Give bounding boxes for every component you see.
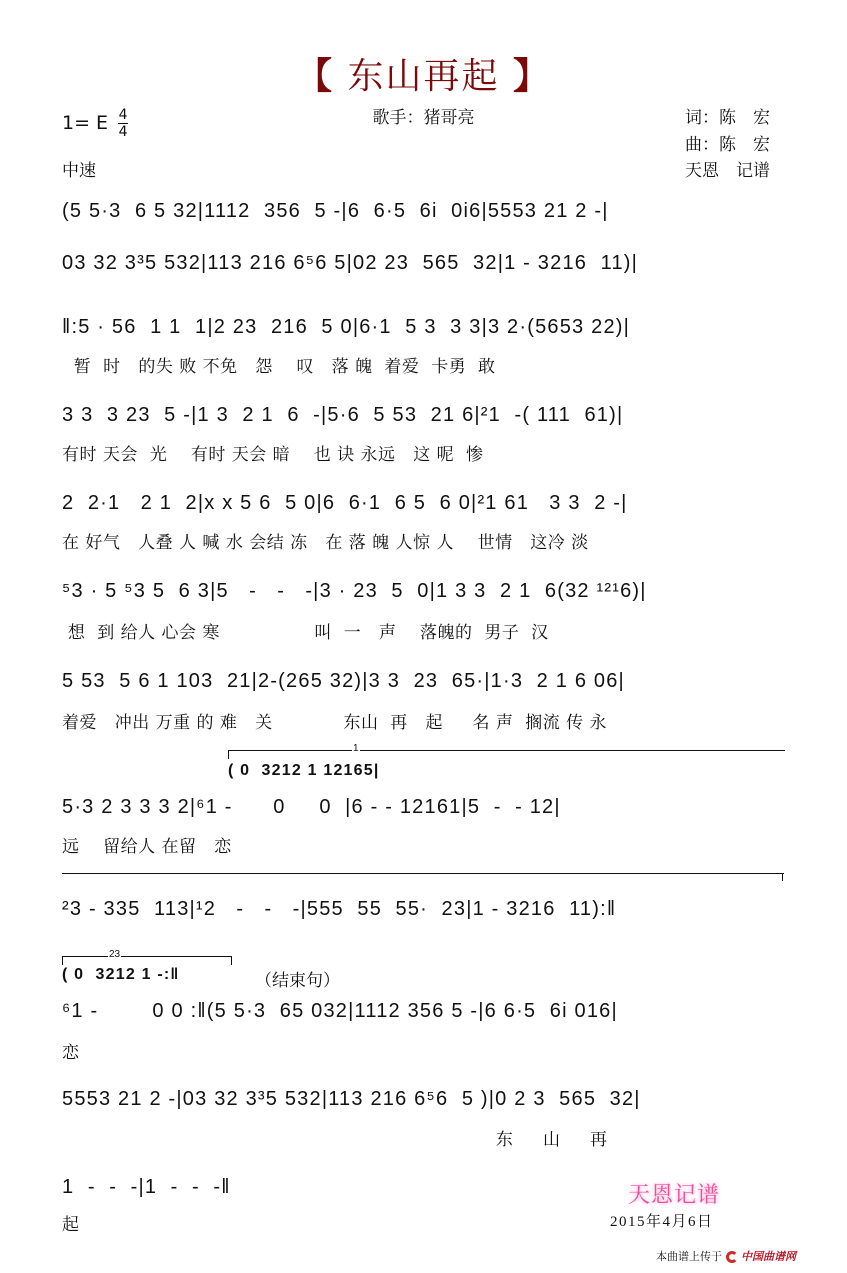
title-bracket-right: 】 <box>512 56 551 97</box>
lyrics-line-5: 在 好气 人叠 人 喊 水 会结 冻 在 落 魄 人惊 人 世情 这冷 淡 <box>62 533 589 553</box>
song-title: 东山再起 <box>347 56 500 97</box>
upload-credit <box>656 1248 796 1264</box>
score-line-10: ⁶1 - 0 0 :‖(5 5·3 65 032|1112 356 5 -|6 6·5 6i 016| <box>62 1000 618 1022</box>
site-name-1: 中国 <box>741 1250 763 1263</box>
lyrics-line-6: 想 到 给人 心会 寒 叫 一 声 落魄的 男子 汉 <box>62 623 549 643</box>
score-line-1: (5 5·3 6 5 32|1112 356 5 -|6 6·5 6i 0i6|5553 21 2 -| <box>62 200 609 222</box>
lyrics-line-12: 起 <box>62 1215 80 1235</box>
lyrics-line-4: 有时 天会 光 有时 天会 暗 也 诀 永远 这 呢 惨 <box>62 445 484 465</box>
score-line-8: 5·3 2 3 3 3 2|⁶1 - 0 0 |6 - - 12161|5 - - 12| <box>62 796 561 818</box>
score-line-2: 03 32 3³5 532|113 216 6⁵6 5|02 23 565 32|1 - 3216 11)| <box>62 252 639 274</box>
ending-label: （结束句） <box>255 971 340 991</box>
score-line-12: 1 - - -|1 - - -‖ <box>62 1176 231 1198</box>
time-sig-bottom: 4 <box>118 124 128 140</box>
score-line-6: ⁵3 · 5 ⁵3 5 6 3|5 - - -|3 · 23 5 0|1 3 3 2 1 6(32 ¹²¹6)| <box>62 580 647 602</box>
volta-bracket-end <box>782 873 783 881</box>
page-title <box>0 48 847 99</box>
transcription-date: 2015年4月6日 <box>610 1214 714 1230</box>
site-name-2[interactable]: 曲谱网 <box>763 1250 796 1263</box>
score-line-7: 5 53 5 6 1 103 21|2-(265 32)|3 3 23 65·|1·3 2 1 6 06| <box>62 670 625 692</box>
lyrics-line-11: 东 山 再 <box>0 1130 608 1150</box>
score-line-11: 5553 21 2 -|03 32 3³5 532|113 216 6⁵6 5 )|0 2 3 565 32| <box>62 1088 641 1110</box>
score-line-3: ‖:5 · 56 1 1 1|2 23 216 5 0|6·1 5 3 3 3|3 2·(5653 22)| <box>62 316 631 338</box>
transcriber-stamp: 天恩记谱 <box>628 1183 721 1208</box>
score-line-9: ²3 - 335 113|¹2 - - -|555 55 55· 23|1 - 3216 11):‖ <box>62 898 617 920</box>
score-line-4: 3 3 3 23 5 -|1 3 2 1 6 -|5·6 5 53 21 6|²1 -( 111 61)| <box>62 404 624 426</box>
site-logo-icon <box>726 1251 738 1263</box>
key-label: 1= E <box>62 112 109 134</box>
tempo: 中速 <box>62 161 96 181</box>
volta-number-2: 23 <box>109 949 121 960</box>
key-signature <box>62 108 128 139</box>
lyrics-line-10: 恋 <box>62 1043 80 1063</box>
lyricist: 词：陈 宏 <box>685 108 770 128</box>
transcriber: 天恩 记谱 <box>685 161 770 181</box>
lyrics-line-7: 着爱 冲出 万重 的 难 关 东山 再 起 名 声 搁流 传 永 <box>62 713 608 733</box>
time-signature <box>118 108 128 139</box>
upload-text: 本曲谱上传于 <box>656 1250 722 1263</box>
volta-number-1: 1 <box>353 743 359 754</box>
singer: 歌手：猪哥亮 <box>372 108 475 128</box>
volta-bracket-1 <box>228 750 785 759</box>
composer: 曲：陈 宏 <box>685 135 770 155</box>
volta-2-phrase: ( 0 3212 1 -:‖ <box>62 966 180 983</box>
volta-bracket-2 <box>62 956 232 965</box>
lyrics-line-3: 暂 时 的失 败 不免 怨 叹 落 魄 着爱 卡勇 敢 <box>62 357 496 377</box>
volta-bracket-line <box>62 873 784 874</box>
title-bracket-left: 【 <box>296 56 335 97</box>
time-sig-top: 4 <box>118 107 128 123</box>
score-line-5: 2 2·1 2 1 2|x x 5 6 5 0|6 6·1 6 5 6 0|²1 61 3 3 2 -| <box>62 492 628 514</box>
lyrics-line-8: 远 留给人 在留 恋 <box>62 837 232 857</box>
volta-1-phrase: ( 0 3212 1 12165| <box>228 762 380 779</box>
